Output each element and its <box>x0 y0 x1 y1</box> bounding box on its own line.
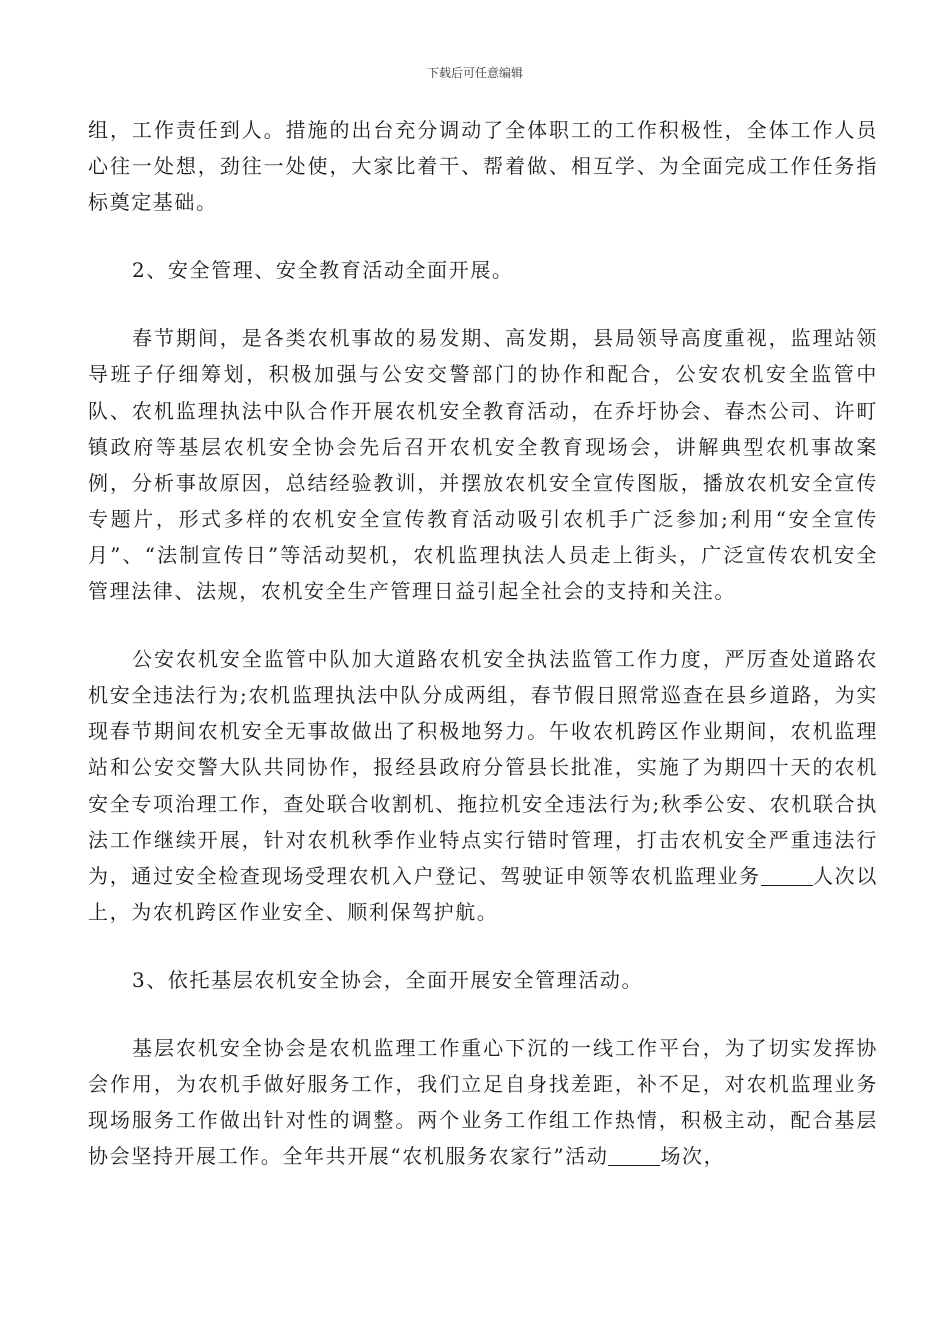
page-header: 下载后可任意编辑 <box>426 66 523 80</box>
paragraph-6 <box>88 1030 878 1174</box>
paragraph-3 <box>88 320 878 609</box>
paragraph-5-heading <box>88 962 878 998</box>
paragraph-text: 2、安全管理、安全教育活动全面开展。 <box>132 258 514 283</box>
fill-in-blank <box>608 1145 660 1166</box>
paragraph-gap <box>88 998 878 1030</box>
paragraph-1 <box>88 112 878 220</box>
paragraph-text: 组，工作责任到人。措施的出台充分调动了全体职工的工作积极性，全体工作人员心往一处想，劲往一处使，大家比着干、帮着做、相互学、为全面完成工作任务指标奠定基础。 <box>88 118 878 215</box>
paragraph-gap <box>88 220 878 252</box>
paragraph-text: 3、依托基层农机安全协会，全面开展安全管理活动。 <box>132 967 644 992</box>
paragraph-text: 场次， <box>660 1144 726 1169</box>
paragraph-gap <box>88 930 878 962</box>
paragraph-text: 人次以上，为农机跨区作业安全、顺利保驾护航。 <box>88 863 878 924</box>
paragraph-text: 春节期间，是各类农机事故的易发期、高发期，县局领导高度重视，监理站领导班子仔细筹划，积极加强与公安交警部门的协作和配合，公安农机安全监管中队、农机监理执法中队合作开展农机安全教育活动，在乔圩协会、春杰公司、许町镇政府等基层农机安全协会先后召开农机安全教育现场会，讲解典型农机事故案例，分析事故原因，总结经验教训，并摆放农机安全宣传图版，播放农机安全宣传专题片，形式多样的农机安全宣传教育活动吸引农机手广泛参加;利用“安全宣传月”、“法制宣传日”等活动契机，农机监理执法人员走上街头，广泛宣传农机安全管理法律、法规，农机安全生产管理日益引起全社会的支持和关注。 <box>88 326 878 604</box>
paragraph-2-heading <box>88 252 878 288</box>
paragraph-text: 基层农机安全协会是农机监理工作重心下沉的一线工作平台，为了切实发挥协会作用，为农机手做好服务工作，我们立足自身找差距，补不足，对农机监理业务现场服务工作做出针对性的调整。两个业务工作组工作热情，积极主动，配合基层协会坚持开展工作。全年共开展“农机服务农家行”活动 <box>88 1035 878 1169</box>
paragraph-text: 公安农机安全监管中队加大道路农机安全执法监管工作力度，严厉查处道路农机安全违法行为;农机监理执法中队分成两组，春节假日照常巡查在县乡道路，为实现春节期间农机安全无事故做出了积极地努力。午收农机跨区作业期间，农机监理站和公安交警大队共同协作，报经县政府分管县长批准，实施了为期四十天的农机安全专项治理工作，查处联合收割机、拖拉机安全违法行为;秋季公安、农机联合执法工作继续开展，针对农机秋季作业特点实行错时管理，打击农机安全严重违法行为，通过安全检查现场受理农机入户登记、驾驶证申领等农机监理业务 <box>88 647 878 888</box>
paragraph-4 <box>88 641 878 930</box>
fill-in-blank <box>761 865 813 886</box>
paragraph-gap <box>88 288 878 320</box>
paragraph-gap <box>88 609 878 641</box>
document-body <box>88 112 878 1174</box>
